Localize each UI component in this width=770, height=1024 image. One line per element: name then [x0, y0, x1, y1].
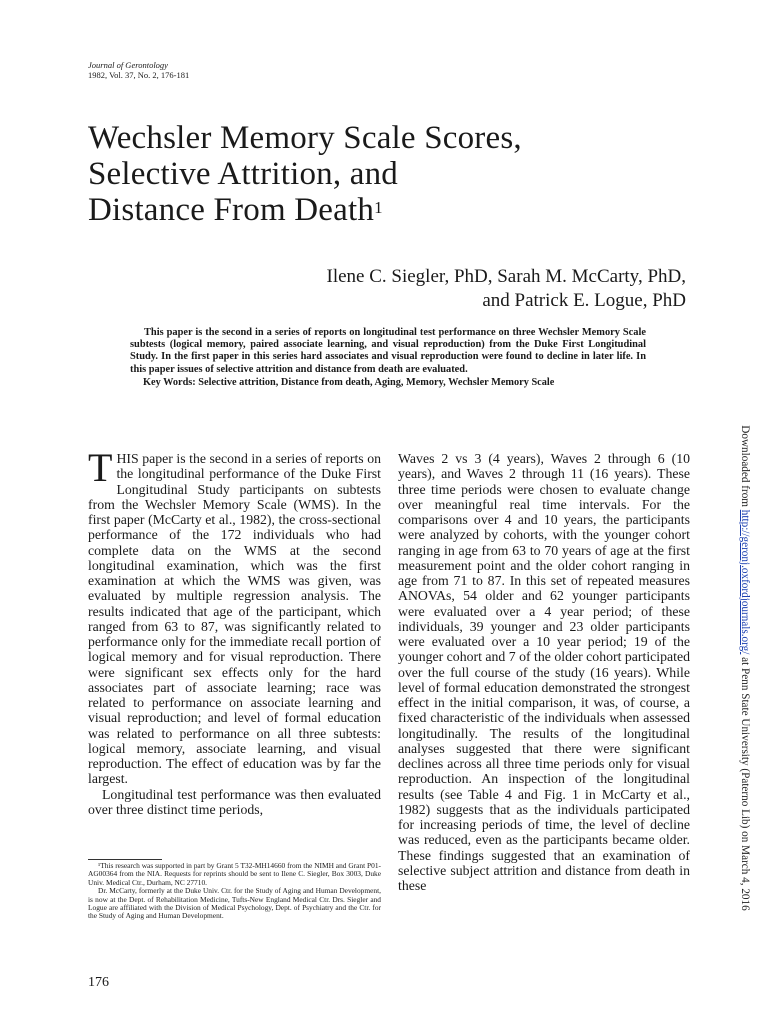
title-line-1: Wechsler Memory Scale Scores,	[88, 120, 522, 156]
page-number: 176	[88, 975, 109, 990]
download-prefix: Downloaded from	[739, 425, 751, 510]
title-footnote-mark: 1	[374, 198, 383, 217]
body-column-right	[398, 451, 690, 893]
intro-paragraph	[88, 445, 381, 787]
longitudinal-paragraph: Longitudinal test performance was then evaluated over three distinct time periods,	[88, 786, 381, 817]
title-line-3: Distance From Death	[88, 192, 375, 228]
journal-name: Journal of Gerontology	[88, 60, 168, 70]
body-column-left	[88, 445, 381, 817]
footnotes	[88, 862, 381, 921]
journal-citation: 1982, Vol. 37, No. 2, 176-181	[88, 70, 190, 80]
author-list	[250, 265, 686, 313]
footnote-funding: ¹This research was supported in part by Grant 5 T32-MH14660 from the NIMH and Grant P01-AG00364 from the NIA. Requests for reprints should be sent to Ilene C. Siegler, Box 3003, Duke Univ. Medical Ctr., Durham, NC 27710.	[88, 861, 381, 887]
abstract	[130, 327, 646, 389]
footnote-affiliations: Dr. McCarty, formerly at the Duke Univ. Ctr. for the Study of Aging and Human Development, is now at the Dept. of Rehabilitation Medicine, Tufts-New England Medical Ctr. Drs. Siegler and Logue are affiliated with the Division of Medical Psychology, Dept. of Psychiatry and the Ctr. for the Study of Aging and Human Development.	[88, 886, 381, 921]
authors-line-2: and Patrick E. Logue, PhD	[482, 290, 686, 311]
journal-link[interactable]: http://geronj.oxfordjournals.org/	[739, 509, 751, 655]
waves-paragraph: Waves 2 vs 3 (4 years), Waves 2 through 6 (10 years), and Waves 2 through 11 (16 years). These three time periods were chosen to evaluate change over meaningful real time intervals. For the comparisons over 4 and 10 years, the participants were analyzed by cohorts, with the younger cohort ranging in age from 63 to 70 years of age at the first measurement point and the older cohort ranging in age from 71 to 87. In this set of repeated measures ANOVAs, 54 older and 62 younger participants were evaluated over a 4 year period; of these individuals, 39 younger and 23 older participants were evaluated over a 10 year period; 19 of the younger cohort and 7 of the older cohort participated over the full course of the study (16 years). While level of formal education demonstrated the strongest effect in the initial comparison, it was, of course, a fixed characteristic of the individuals when assessed longitudinally. The results of the longitudinal analyses suggested that there were significant declines across all three time periods only for visual reproduction. An inspection of the longitudinal results (see Table 4 and Fig. 1 in McCarty et al., 1982) suggests that as the individuals participated for increasing periods of time, the level of decline was reduced, even as the participants became older. These findings suggested that an examination of selective subject attrition and distance from death in these	[398, 451, 690, 893]
download-suffix: at Penn State University (Paterno Lib) on March 4, 2016	[739, 654, 751, 911]
journal-info	[88, 60, 189, 80]
download-watermark	[739, 425, 751, 910]
article-title	[88, 120, 688, 228]
keywords: Key Words: Selective attrition, Distance from death, Aging, Memory, Wechsler Memory Scale	[143, 376, 555, 388]
title-line-2: Selective Attrition, and	[88, 156, 398, 192]
intro-paragraph-text: HIS paper is the second in a series of reports on the longitudinal performance of the Duke First Longitudinal Study participants on subtests from the Wechsler Memory Scale (WMS). In the first paper (McCarty et al., 1982), the cross-sectional performance of the 172 individuals who had complete data on the WMS at the second longitudinal examination, which was the first examination at which the WMS was given, was evaluated by multiple regression analysis. The results indicated that age of the participant, which ranged from 63 to 87, was significantly related to performance only for the immediate recall portion of logical memory and for visual reproduction. There were significant sex effects only for the hard associates part of associate learning; race was related to performance on associate learning and visual reproduction; and level of formal education was related to performance on all three subtests: logical memory, associate learning, and visual reproduction. The effect of education was by far the largest.	[88, 451, 381, 787]
footnote-divider	[88, 859, 162, 860]
authors-line-1: Ilene C. Siegler, PhD, Sarah M. McCarty, PhD,	[326, 266, 686, 287]
abstract-text: This paper is the second in a series of reports on longitudinal test performance on three Wechsler Memory Scale subtests (logical memory, paired associate learning, and visual reproduction) from the Duke First Longitudinal Study. In the first paper in this series hard associates and visual reproduction were found to decline in later life. In this paper issues of selective attrition and distance from death are evaluated.	[130, 327, 646, 375]
drop-cap: T	[88, 445, 113, 490]
